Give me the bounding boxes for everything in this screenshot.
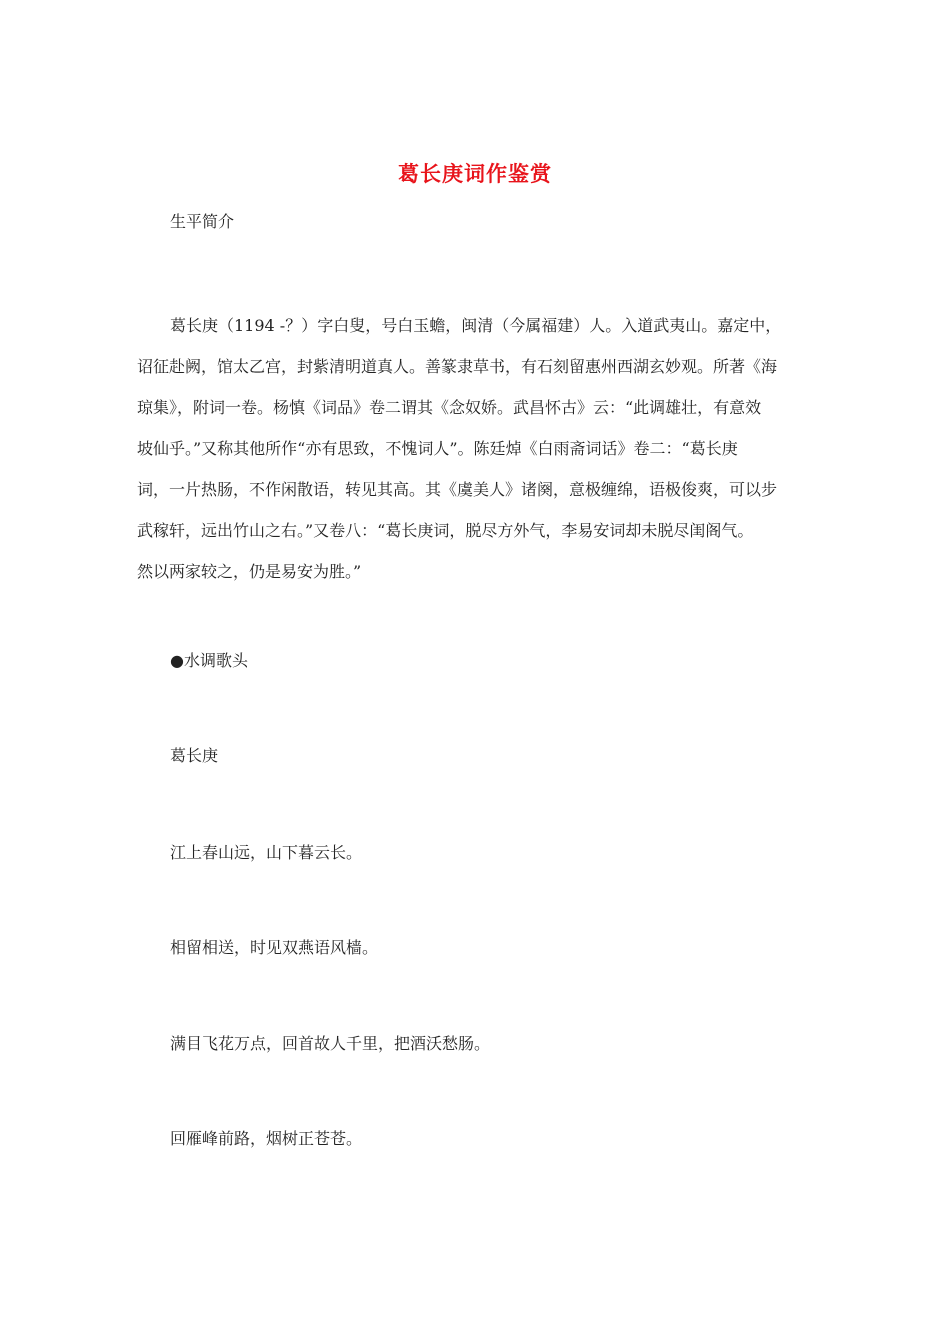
bio-line: 武稼轩，远出竹山之右。”又卷八：“葛长庚词，脱尽方外气，李易安词却未脱尽闺阁气。 xyxy=(137,521,754,540)
bio-line: 葛长庚（1194 -？）字白叟，号白玉蟾，闽清（今属福建）人。入道武夷山。嘉定中， xyxy=(170,316,782,335)
poem-line: 江上春山远，山下暮云长。 xyxy=(170,843,363,862)
bio-line: 坡仙乎。”又称其他所作“亦有思致，不愧词人”。陈廷焯《白雨斋词话》卷二：“葛长庚 xyxy=(137,439,738,458)
bio-line: 诏征赴阙，馆太乙宫，封紫清明道真人。善篆隶草书，有石刻留惠州西湖玄妙观。所著《海 xyxy=(137,357,778,376)
bio-line: 词，一片热肠，不作闲散语，转见其高。其《虞美人》诸阕，意极缠绵，语极俊爽，可以步 xyxy=(137,480,778,499)
bio-line: 琼集》，附词一卷。杨慎《词品》卷二谓其《念奴娇。武昌怀古》云：“此调雄壮，有意效 xyxy=(137,398,762,417)
poem-title: ●水调歌头 xyxy=(170,651,248,670)
document-title: 葛长庚词作鉴赏 xyxy=(398,161,552,186)
biography-paragraph xyxy=(137,305,815,592)
poem-line: 满目飞花万点，回首故人千里，把酒沃愁肠。 xyxy=(170,1034,491,1053)
poem-line: 相留相送，时见双燕语风樯。 xyxy=(170,938,379,957)
poem-author: 葛长庚 xyxy=(170,746,219,765)
section-heading: 生平简介 xyxy=(170,212,235,231)
bio-line: 然以两家较之，仍是易安为胜。” xyxy=(137,562,362,581)
poem-line: 回雁峰前路，烟树正苍苍。 xyxy=(170,1129,363,1148)
